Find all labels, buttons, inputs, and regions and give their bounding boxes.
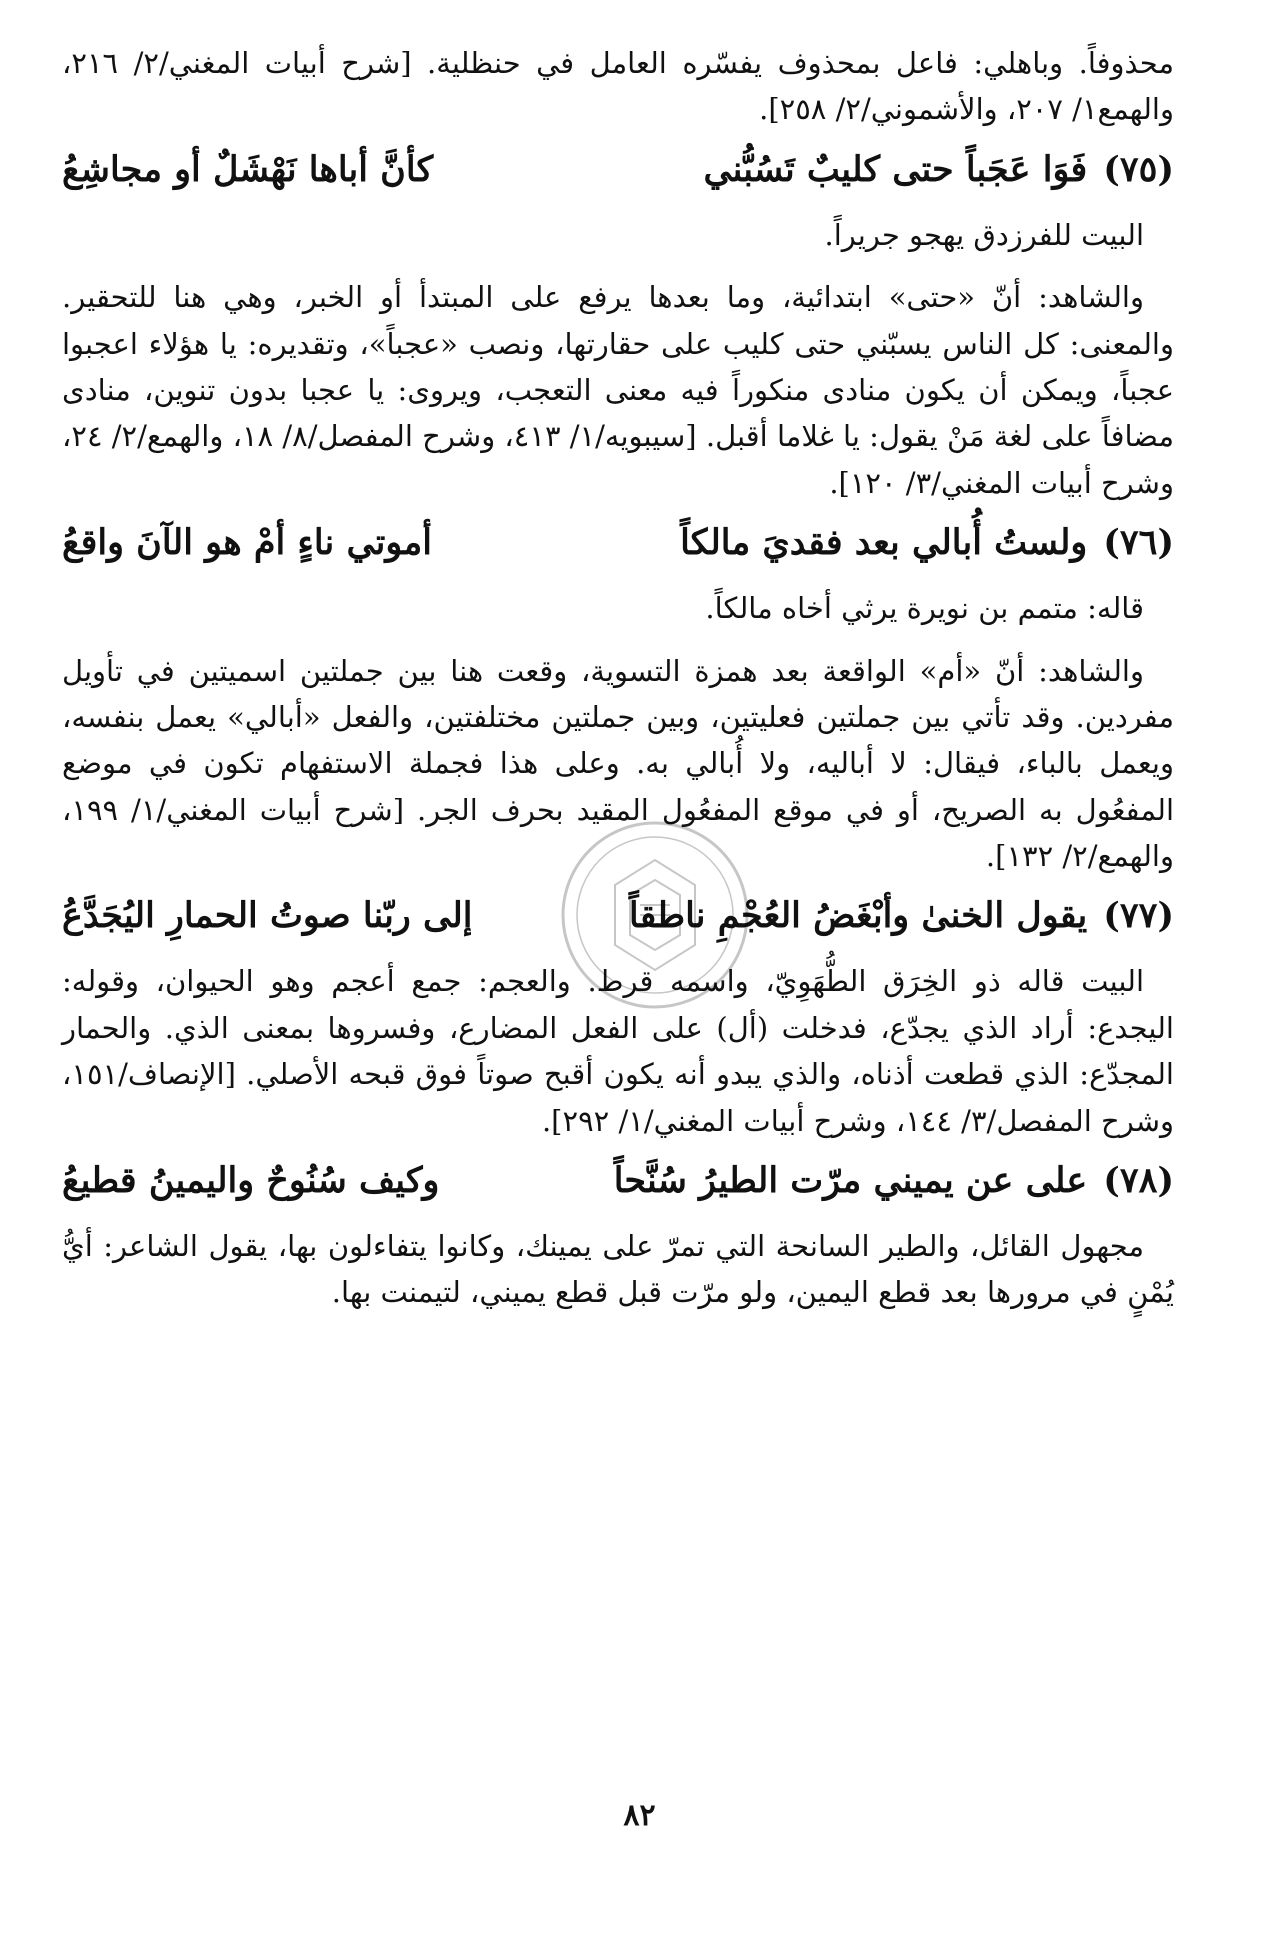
paragraph: محذوفاً. وباهلي: فاعل بمحذوف يفسّره العامل في حنظلية. [شرح أبيات المغني/٢/ ٢١٦، والهمع١/ ٢٠٧، والأشموني/٢/ ٢٥٨].	[62, 46, 1174, 127]
paragraph: والشاهد: أنّ «أم» الواقعة بعد همزة التسوية، وقعت هنا بين جملتين اسميتين في تأويل مفردين. وقد تأتي بين جملتين فعليتين، وبين جملتين مختلفتين، والفعل «أبالي» يعمل بنفسه، ويعمل بالباء، فيقال: لا أباليه، ولا أُبالي به. وعلى هذا فجملة الاستفهام تكون في موضع المفعُول به الصريح، أو في موقع المفعُول المقيد بحرف الجر. [شرح أبيات المغني/١/ ١٩٩، والهمع/٢/ ١٣٢].	[62, 653, 1174, 874]
verse-second-hemistich: كأنَّ أباها نَهْشَلٌ أو مجاشِعُ	[62, 148, 434, 190]
verse-75	[62, 149, 1174, 190]
verse-second-hemistich: إلى ربّنا صوتُ الحمارِ اليُجَدَّعُ	[62, 895, 473, 937]
verse-number: (٧٥)	[1103, 148, 1174, 190]
paragraph: البيت قاله ذو الخِرَق الطُّهَوِيّ، واسمه قرط. والعجم: جمع أعجم وهو الحيوان، وقوله: اليجدع: أراد الذي يجدّع، فدخلت (أل) على الفعل المضارع، وفسروها بمعنى الذي. والحمار المجدّع: الذي قطعت أذناه، والذي يبدو أنه يكون أقبح صوتاً فوق قبحه الأصلي. [الإنصاف/١٥١، وشرح المفصل/٣/ ١٤٤، وشرح أبيات المغني/١/ ٢٩٢].	[62, 964, 1174, 1138]
paragraph: والشاهد: أنّ «حتى» ابتدائية، وما بعدها يرفع على المبتدأ أو الخبر، وهي هنا للتحقير. والمعنى: كل الناس يسبّني حتى كليب على حقارتها، ونصب «عجباً»، وتقديره: يا هؤلاء اعجبوا عجباً، ويمكن أن يكون منادى منكوراً فيه معنى التعجب، ويروى: يا عجبا بدون تنوين، منادى مضافاً على لغة مَنْ يقول: يا غلاما أقبل. [سيبويه/١/ ٤١٣، وشرح المفصل/٨/ ١٨، والهمع/٢/ ٢٤، وشرح أبيات المغني/٣/ ١٢٠].	[62, 280, 1174, 500]
verse-76	[62, 522, 1174, 563]
paragraph: مجهول القائل، والطير السانحة التي تمرّ على يمينك، وكانوا يتفاءلون بها، يقول الشاعر: أيُّ يُمْنٍ في مرورها بعد قطع اليمين، ولو مرّت قبل قطع يميني، لتيمنت بها.	[62, 1229, 1174, 1310]
verse-first-hemistich: فَوَا عَجَباً حتى كليبٌ تَسُبُّني	[703, 148, 1088, 190]
verse-first-hemistich: ولستُ أُبالي بعد فقديَ مالكاً	[680, 522, 1088, 564]
paragraph: قاله: متمم بن نويرة يرثي أخاه مالكاً.	[705, 591, 1144, 626]
verse-number: (٧٧)	[1103, 895, 1174, 937]
verse-number: (٧٨)	[1103, 1160, 1174, 1202]
verse-second-hemistich: أموتي ناءٍ أمْ هو الآنَ واقعُ	[62, 522, 432, 564]
page-number: ٨٢	[623, 1798, 656, 1833]
verse-first-hemistich: يقول الخنىٰ وأبْغَضُ العُجْمِ ناطقاً	[628, 895, 1088, 937]
verse-78	[62, 1160, 1174, 1201]
page-body	[62, 40, 1174, 1332]
verse-second-hemistich: وكيف سُنُوحٌ واليمينُ قطيعُ	[62, 1160, 440, 1202]
verse-first-hemistich: على عن يميني مرّت الطيرُ سُنَّحاً	[613, 1160, 1088, 1202]
paragraph: البيت للفرزدق يهجو جريراً.	[824, 217, 1144, 252]
verse-77	[62, 895, 1174, 936]
verse-number: (٧٦)	[1103, 522, 1174, 564]
